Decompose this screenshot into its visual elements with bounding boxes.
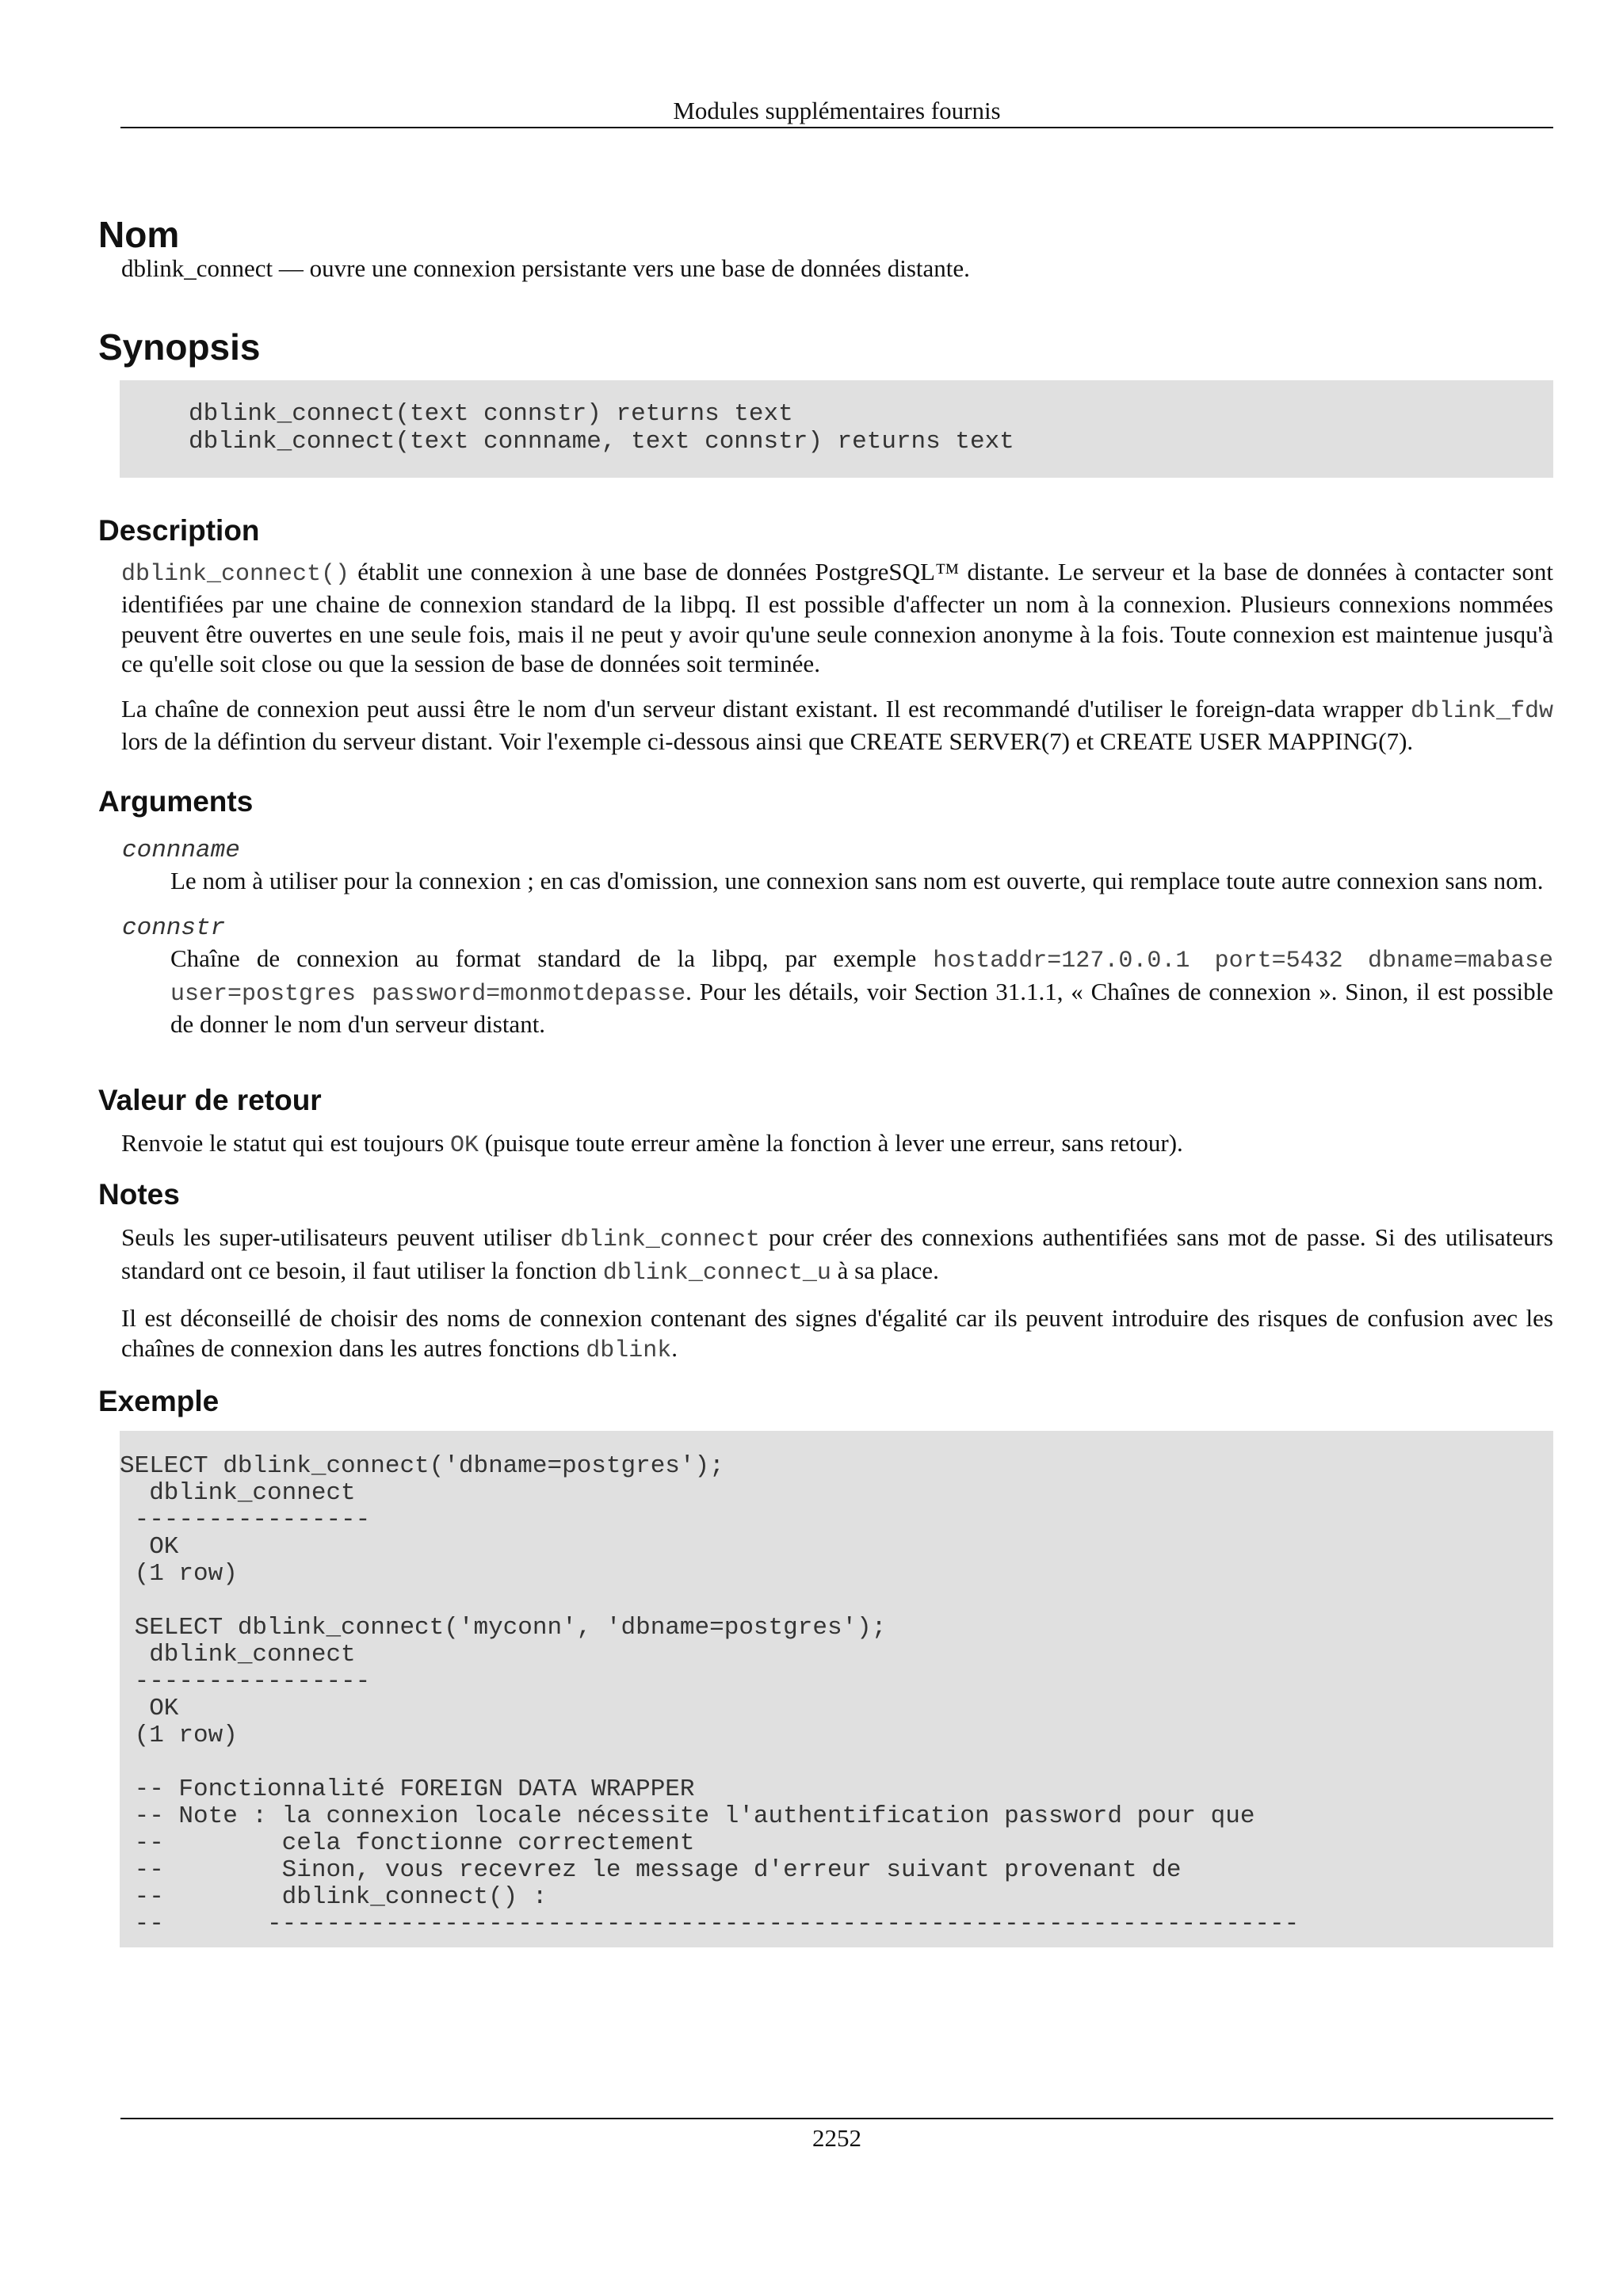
- description-paragraph: dblink_connect() établit une connexion à une base de données PostgreSQL™ distante. Le serveur et la base de données à contacter sont identifiées par une chaine de connexion standard de la libpq. Il est possible d'affecter un nom à la connexion. Plusieurs connexions nommées peuvent être ouvertes en une seule fois, mais il ne peut y avoir qu'une seule connexion anonyme à la fois. Toute connexion est maintenue jusqu'à ce qu'elle soit close ou que la session de base de données soit terminée.: [121, 557, 1553, 677]
- section-heading-nom: Nom: [98, 214, 180, 255]
- example-code-block: [120, 1431, 1553, 1947]
- section-heading-notes: Notes: [98, 1178, 180, 1211]
- inline-code: dblink_connect_u: [602, 1259, 831, 1287]
- notes-paragraph: Seuls les super-utilisateurs peuvent utiliser dblink_connect pour créer des connexions authentifiées sans mot de passe. Si des utilisateurs standard ont ce besoin, il faut utiliser la fonction dblink_connect_u à sa place.: [121, 1223, 1553, 1287]
- section-heading-synopsis: Synopsis: [98, 326, 261, 368]
- nom-text: dblink_connect — ouvre une connexion persistante vers une base de données distante.: [121, 254, 970, 282]
- footer-rule: [120, 2118, 1553, 2119]
- section-heading-arguments: Arguments: [98, 784, 254, 818]
- section-heading-exemple: Exemple: [98, 1385, 220, 1417]
- section-heading-description: Description: [98, 513, 260, 547]
- argument-term: connname: [122, 836, 240, 864]
- synopsis-line: dblink_connect(text connstr) returns text: [189, 399, 793, 428]
- valeur-paragraph: Renvoie le statut qui est toujours OK (puisque toute erreur amène la fonction à lever une erreur, sans retour).: [121, 1128, 1183, 1159]
- example-code: SELECT dblink_connect('dbname=postgres'); dblink_connect ---------------- OK (1 row) SELECT dblink_connect('myconn', 'dbname=postgres'); dblink_connect ---------------- OK (1 row) -- Fonctionnalité FOREIGN DATA WRAPPER -- Note : la connexion locale nécessite l'authentification password pour que -- cela fonctionne correctement -- Sinon, vous recevrez le message d'erreur suivant provenant de -- dblink_connect() : -- ----------------------------------------------------------------------: [120, 1452, 1300, 1938]
- inline-code: dblink: [586, 1337, 672, 1364]
- inline-code: hostaddr=127.0.0.1 port=5432 dbname=mabase user=postgres password=monmotdepasse: [170, 948, 1553, 1008]
- inline-code: dblink_connect: [559, 1226, 760, 1253]
- section-heading-valeur-de-retour: Valeur de retour: [98, 1083, 322, 1116]
- synopsis-code-block: [120, 380, 1553, 478]
- inline-code: dblink_fdw: [1410, 697, 1553, 725]
- header-rule: [120, 127, 1553, 128]
- page-content: [98, 212, 1553, 1947]
- argument-term: connstr: [122, 914, 226, 942]
- argument-definition: Chaîne de connexion au format standard de la libpq, par exemple hostaddr=127.0.0.1 port=5432 dbname=mabase user=postgres password=monmotdepasse. Pour les détails, voir Section 31.1.1, « Chaînes de connexion ». Sinon, il est possible de donner le nom d'un serveur distant.: [170, 944, 1554, 1038]
- page-header: Modules supplémentaires fournis: [673, 97, 1001, 124]
- synopsis-line: dblink_connect(text connname, text connstr) returns text: [189, 427, 1014, 456]
- description-paragraph: La chaîne de connexion peut aussi être le nom d'un serveur distant existant. Il est recommandé d'utiliser le foreign-data wrapper dblink_fdw lors de la défintion du serveur distant. Voir l'exemple ci-dessous ainsi que CREATE SERVER(7) et CREATE USER MAPPING(7).: [121, 694, 1553, 755]
- notes-paragraph: Il est déconseillé de choisir des noms de connexion contenant des signes d'égalité car ils peuvent introduire des risques de confusion avec les chaînes de connexion dans les autres fonctions dblink.: [121, 1304, 1553, 1364]
- inline-code: OK: [450, 1131, 479, 1159]
- inline-code: dblink_connect(): [121, 560, 350, 588]
- page-number: 2252: [812, 2124, 861, 2152]
- argument-definition: Le nom à utiliser pour la connexion ; en cas d'omission, une connexion sans nom est ouverte, qui remplace toute autre connexion sans nom.: [170, 866, 1544, 894]
